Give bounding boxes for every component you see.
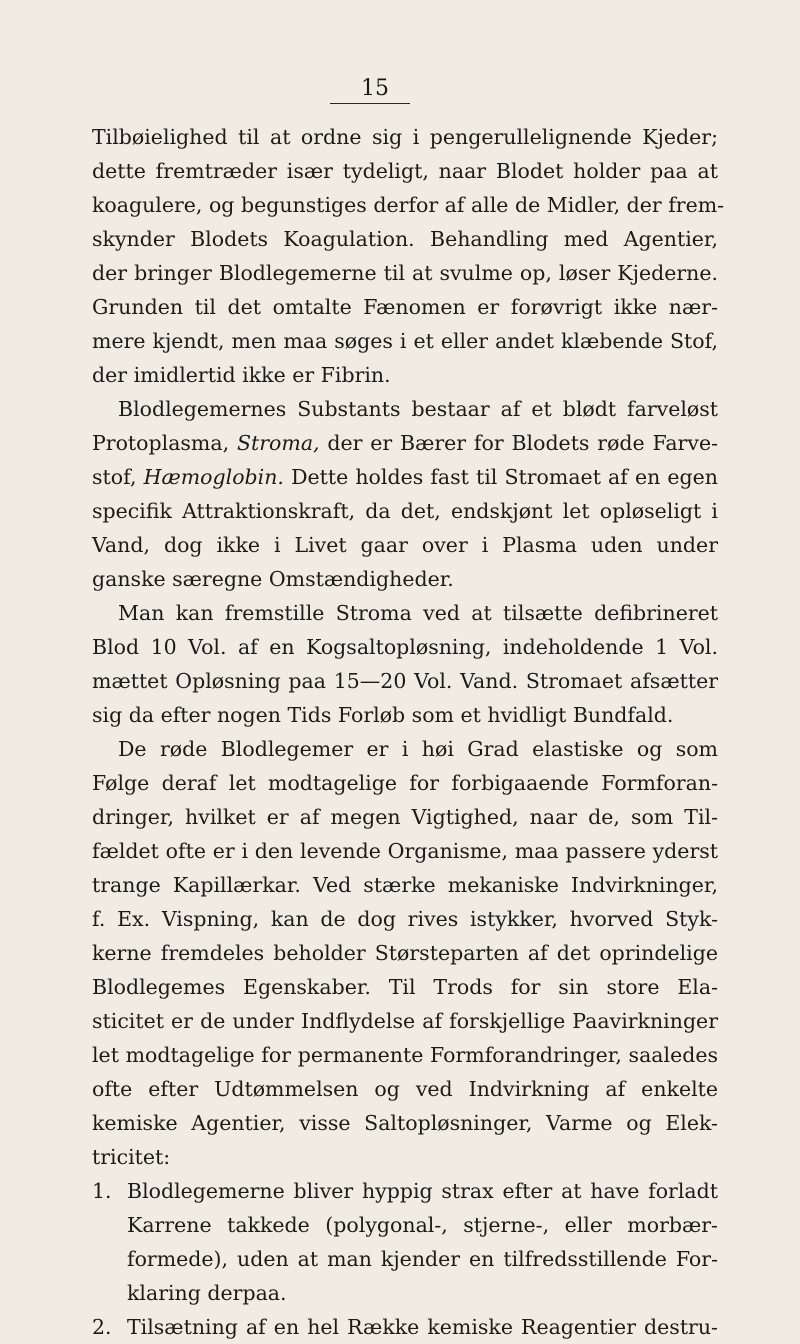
text-line: Blodlegemernes Substants bestaar af et blødt farveløst (118, 397, 718, 421)
emphasis-term: Stroma, (236, 431, 320, 455)
text-line: kerne fremdeles beholder Størsteparten af det oprindelige (92, 941, 718, 965)
text-line: let modtagelige for permanente Formforandringer, saaledes (92, 1043, 718, 1067)
body-text (92, 120, 725, 1344)
text-line: mættet Opløsning paa 15—20 Vol. Vand. Stromaet afsætter (92, 669, 718, 693)
text-line: dringer, hvilket er af megen Vigtighed, naar de, som Til- (92, 805, 718, 829)
text-line: ganske særegne Omstændigheder. (92, 567, 454, 591)
text-line: kemiske Agentier, visse Saltopløsninger, Varme og Elek- (92, 1111, 718, 1135)
text-run: der er Bærer for Blodets røde Farve- (319, 431, 718, 455)
text-line: fældet ofte er i den levende Organisme, maa passere yderst (92, 839, 718, 863)
text-line: ofte efter Udtømmelsen og ved Indvirkning af enkelte (92, 1077, 718, 1101)
emphasis-term: Hæmoglobin. (143, 465, 284, 489)
text-line: trange Kapillærkar. Ved stærke mekaniske Indvirkninger, (92, 873, 718, 897)
list-number: 2. (92, 1315, 112, 1339)
page-number-rule (330, 103, 410, 104)
text-line: sig da efter nogen Tids Forløb som et hvidligt Bundfald. (92, 703, 674, 727)
text-line: De røde Blodlegemer er i høi Grad elastiske og som (118, 737, 718, 761)
text-run: Dette holdes fast til Stromaet af en egen (283, 465, 718, 489)
text-line: mere kjendt, men maa søges i et eller andet klæbende Stof, (92, 329, 718, 353)
text-run: stof, (92, 465, 144, 489)
text-line: specifik Attraktionskraft, da det, endskjønt let opløseligt i (92, 499, 718, 523)
text-line: Man kan fremstille Stroma ved at tilsætte defibrineret (118, 601, 718, 625)
text-line-with-emphasis (92, 460, 718, 494)
text-line: Grunden til det omtalte Fænomen er forøvrigt ikke nær- (92, 295, 718, 319)
list-item-2 (92, 1310, 718, 1344)
text-line: sticitet er de under Indflydelse af forskjellige Paavirkninger (92, 1009, 718, 1033)
text-line: f. Ex. Vispning, kan de dog rives istykker, hvorved Styk- (92, 907, 718, 931)
text-line: Tilbøielighed til at ordne sig i pengerullelignende Kjeder; (92, 125, 718, 149)
text-line: Vand, dog ikke i Livet gaar over i Plasma uden under (92, 533, 718, 557)
page-number: 15 (361, 76, 389, 101)
text-line: Blod 10 Vol. af en Kogsaltopløsning, indeholdende 1 Vol. (92, 635, 718, 659)
text-line: Følge deraf let modtagelige for forbigaaende Formforan- (92, 771, 718, 795)
text-line: Blodlegemes Egenskaber. Til Trods for sin store Ela- (92, 975, 718, 999)
text-run: Protoplasma, (92, 431, 237, 455)
text-line: der imidlertid ikke er Fibrin. (92, 363, 391, 387)
text-line: formede), uden at man kjender en tilfredsstillende For- (127, 1247, 718, 1271)
text-line: klaring derpaa. (127, 1281, 287, 1305)
text-run: Blodlegemerne bliver hyppig strax efter at have forladt (127, 1179, 718, 1203)
text-run: Tilsætning af en hel Række kemiske Reagentier destru- (127, 1315, 718, 1339)
text-line: skynder Blodets Koagulation. Behandling med Agentier, (92, 227, 718, 251)
list-number: 1. (92, 1179, 112, 1203)
text-line: tricitet: (92, 1145, 171, 1169)
text-line-with-emphasis (92, 426, 718, 460)
text-line: der bringer Blodlegemerne til at svulme op, løser Kjederne. (92, 261, 718, 285)
list-item-1 (92, 1174, 718, 1208)
text-line: Karrene takkede (polygonal-, stjerne-, eller morbær- (127, 1213, 718, 1237)
text-line: koagulere, og begunstiges derfor af alle de Midler, der frem- (92, 193, 725, 217)
text-line: dette fremtræder især tydeligt, naar Blodet holder paa at (92, 159, 718, 183)
